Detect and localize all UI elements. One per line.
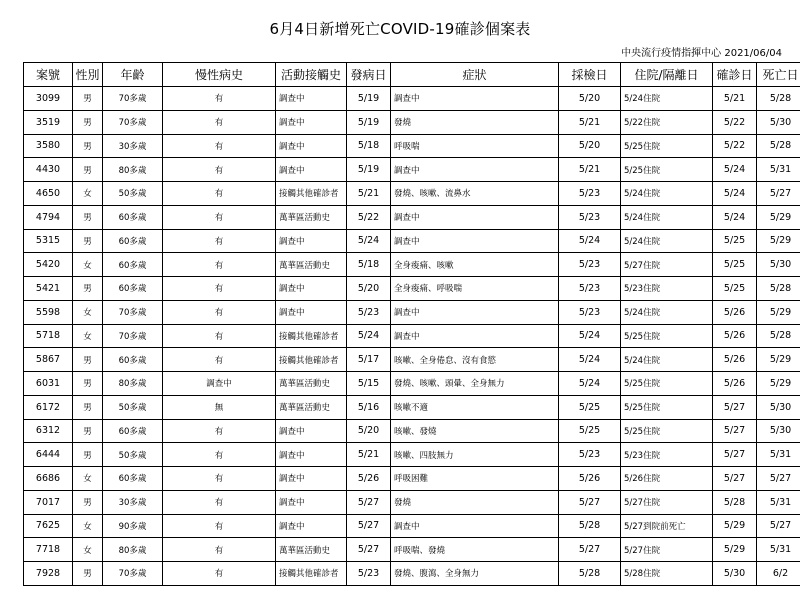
cell-confirmed-date: 5/26 (713, 324, 757, 348)
cell-onset-date: 5/20 (347, 277, 391, 301)
cell-symptoms: 調查中 (391, 205, 559, 229)
col-case-id: 案號 (24, 63, 73, 87)
col-onset-date: 發病日 (347, 63, 391, 87)
cell-onset-date: 5/19 (347, 87, 391, 111)
table-row (24, 158, 800, 182)
table-row (24, 300, 800, 324)
cell-sex: 男 (73, 87, 103, 111)
cell-activity-contact: 調查中 (276, 110, 347, 134)
cell-confirmed-date: 5/27 (713, 467, 757, 491)
col-symptoms: 症狀 (391, 63, 559, 87)
table-row (24, 395, 800, 419)
cell-chronic-disease: 有 (163, 300, 276, 324)
cell-symptoms: 全身痠痛、呼吸喘 (391, 277, 559, 301)
cell-confirmed-date: 5/26 (713, 300, 757, 324)
cell-activity-contact: 調查中 (276, 490, 347, 514)
cell-sample-date: 5/21 (559, 110, 621, 134)
table-row (24, 324, 800, 348)
cell-death-date: 6/2 (757, 562, 800, 586)
table-row (24, 514, 800, 538)
cell-confirmed-date: 5/25 (713, 229, 757, 253)
table-row (24, 205, 800, 229)
cell-sample-date: 5/23 (559, 443, 621, 467)
cell-onset-date: 5/17 (347, 348, 391, 372)
cell-death-date: 5/28 (757, 277, 800, 301)
cell-age: 70多歲 (103, 87, 163, 111)
cell-sex: 女 (73, 538, 103, 562)
table-row (24, 348, 800, 372)
cell-onset-date: 5/15 (347, 372, 391, 396)
table-row (24, 110, 800, 134)
table-row (24, 419, 800, 443)
cell-hospitalization: 5/25住院 (621, 158, 713, 182)
cell-sample-date: 5/23 (559, 253, 621, 277)
cell-confirmed-date: 5/26 (713, 348, 757, 372)
cell-onset-date: 5/18 (347, 134, 391, 158)
cell-symptoms: 發燒、腹瀉、全身無力 (391, 562, 559, 586)
col-age: 年齡 (103, 63, 163, 87)
cell-activity-contact: 調查中 (276, 134, 347, 158)
cell-death-date: 5/29 (757, 372, 800, 396)
cell-sex: 男 (73, 562, 103, 586)
cell-activity-contact: 調查中 (276, 514, 347, 538)
cell-sex: 男 (73, 490, 103, 514)
cell-age: 60多歲 (103, 229, 163, 253)
cell-death-date: 5/31 (757, 490, 800, 514)
table-row (24, 277, 800, 301)
cell-onset-date: 5/27 (347, 514, 391, 538)
cell-confirmed-date: 5/24 (713, 182, 757, 206)
cell-sex: 女 (73, 514, 103, 538)
table-row (24, 467, 800, 491)
cell-onset-date: 5/24 (347, 324, 391, 348)
cell-death-date: 5/31 (757, 443, 800, 467)
cell-hospitalization: 5/22住院 (621, 110, 713, 134)
cell-sex: 女 (73, 253, 103, 277)
cell-sex: 男 (73, 348, 103, 372)
cell-age: 80多歲 (103, 372, 163, 396)
cell-death-date: 5/30 (757, 419, 800, 443)
cell-case-id: 6444 (24, 443, 73, 467)
cell-death-date: 5/28 (757, 324, 800, 348)
cell-confirmed-date: 5/29 (713, 514, 757, 538)
table-row (24, 182, 800, 206)
col-chronic-disease: 慢性病史 (163, 63, 276, 87)
cell-symptoms: 發燒、咳嗽、流鼻水 (391, 182, 559, 206)
cell-death-date: 5/29 (757, 348, 800, 372)
cell-chronic-disease: 有 (163, 158, 276, 182)
cell-activity-contact: 調查中 (276, 158, 347, 182)
cell-sex: 女 (73, 300, 103, 324)
table-row (24, 372, 800, 396)
cell-onset-date: 5/21 (347, 443, 391, 467)
cell-sex: 男 (73, 110, 103, 134)
cell-symptoms: 全身痠痛、咳嗽 (391, 253, 559, 277)
cell-sample-date: 5/24 (559, 348, 621, 372)
cell-case-id: 5421 (24, 277, 73, 301)
cell-case-id: 3580 (24, 134, 73, 158)
cell-age: 50多歲 (103, 395, 163, 419)
cell-chronic-disease: 有 (163, 87, 276, 111)
cell-age: 70多歲 (103, 562, 163, 586)
cell-death-date: 5/29 (757, 205, 800, 229)
cell-symptoms: 調查中 (391, 158, 559, 182)
cell-symptoms: 調查中 (391, 514, 559, 538)
cell-sex: 女 (73, 182, 103, 206)
cell-onset-date: 5/21 (347, 182, 391, 206)
cell-sex: 男 (73, 205, 103, 229)
cell-sex: 男 (73, 419, 103, 443)
cell-sex: 男 (73, 229, 103, 253)
cell-case-id: 5598 (24, 300, 73, 324)
table-row (24, 87, 800, 111)
cell-confirmed-date: 5/29 (713, 538, 757, 562)
cell-onset-date: 5/27 (347, 538, 391, 562)
cell-hospitalization: 5/25住院 (621, 419, 713, 443)
cell-death-date: 5/31 (757, 158, 800, 182)
cell-sex: 男 (73, 277, 103, 301)
cell-sample-date: 5/23 (559, 205, 621, 229)
cell-age: 50多歲 (103, 443, 163, 467)
cell-sex: 男 (73, 372, 103, 396)
table-row (24, 443, 800, 467)
cell-death-date: 5/28 (757, 134, 800, 158)
cell-confirmed-date: 5/25 (713, 277, 757, 301)
cell-hospitalization: 5/24住院 (621, 229, 713, 253)
cell-confirmed-date: 5/28 (713, 490, 757, 514)
cell-activity-contact: 接觸其他確診者 (276, 348, 347, 372)
cell-onset-date: 5/22 (347, 205, 391, 229)
cell-chronic-disease: 有 (163, 348, 276, 372)
cell-onset-date: 5/19 (347, 158, 391, 182)
cell-chronic-disease: 有 (163, 182, 276, 206)
cell-chronic-disease: 有 (163, 490, 276, 514)
cell-activity-contact: 調查中 (276, 443, 347, 467)
cell-chronic-disease: 有 (163, 443, 276, 467)
cell-age: 60多歲 (103, 467, 163, 491)
cell-activity-contact: 調查中 (276, 300, 347, 324)
cell-hospitalization: 5/24住院 (621, 182, 713, 206)
cell-sex: 男 (73, 395, 103, 419)
cell-chronic-disease: 有 (163, 229, 276, 253)
cell-death-date: 5/27 (757, 182, 800, 206)
cell-symptoms: 咳嗽、全身倦怠、沒有食慾 (391, 348, 559, 372)
cell-age: 60多歲 (103, 253, 163, 277)
col-hospitalization: 住院/隔離日 (621, 63, 713, 87)
col-activity-contact: 活動接觸史 (276, 63, 347, 87)
cell-sample-date: 5/20 (559, 87, 621, 111)
cell-case-id: 6312 (24, 419, 73, 443)
cell-hospitalization: 5/24住院 (621, 87, 713, 111)
cell-death-date: 5/30 (757, 395, 800, 419)
cell-symptoms: 咳嗽、發燒 (391, 419, 559, 443)
cell-hospitalization: 5/26住院 (621, 467, 713, 491)
cell-chronic-disease: 有 (163, 253, 276, 277)
cell-chronic-disease: 有 (163, 205, 276, 229)
cell-activity-contact: 萬華區活動史 (276, 372, 347, 396)
table-row (24, 253, 800, 277)
cell-activity-contact: 萬華區活動史 (276, 205, 347, 229)
cell-activity-contact: 接觸其他確診者 (276, 324, 347, 348)
cell-age: 30多歲 (103, 490, 163, 514)
cell-hospitalization: 5/25住院 (621, 395, 713, 419)
cell-sample-date: 5/21 (559, 158, 621, 182)
cell-onset-date: 5/20 (347, 419, 391, 443)
cell-symptoms: 咳嗽不適 (391, 395, 559, 419)
cell-symptoms: 發燒 (391, 110, 559, 134)
cell-case-id: 7625 (24, 514, 73, 538)
cell-case-id: 6686 (24, 467, 73, 491)
cell-chronic-disease: 有 (163, 538, 276, 562)
cell-onset-date: 5/23 (347, 300, 391, 324)
cell-onset-date: 5/23 (347, 562, 391, 586)
cell-case-id: 7017 (24, 490, 73, 514)
cell-case-id: 4794 (24, 205, 73, 229)
cell-hospitalization: 5/23住院 (621, 277, 713, 301)
cell-case-id: 7718 (24, 538, 73, 562)
cell-chronic-disease: 有 (163, 277, 276, 301)
cell-age: 80多歲 (103, 158, 163, 182)
cell-hospitalization: 5/24住院 (621, 300, 713, 324)
cell-onset-date: 5/24 (347, 229, 391, 253)
cell-age: 60多歲 (103, 277, 163, 301)
page-title: 6月4日新增死亡COVID-19確診個案表 (269, 20, 531, 38)
cell-chronic-disease: 無 (163, 395, 276, 419)
cell-chronic-disease: 有 (163, 562, 276, 586)
cell-sample-date: 5/28 (559, 562, 621, 586)
cell-death-date: 5/28 (757, 87, 800, 111)
cell-confirmed-date: 5/26 (713, 372, 757, 396)
cell-onset-date: 5/19 (347, 110, 391, 134)
cell-chronic-disease: 有 (163, 110, 276, 134)
cell-sample-date: 5/25 (559, 419, 621, 443)
cell-age: 60多歲 (103, 348, 163, 372)
cell-case-id: 4430 (24, 158, 73, 182)
cell-age: 70多歲 (103, 110, 163, 134)
cell-confirmed-date: 5/21 (713, 87, 757, 111)
cell-activity-contact: 萬華區活動史 (276, 538, 347, 562)
cell-age: 70多歲 (103, 324, 163, 348)
cell-sample-date: 5/24 (559, 372, 621, 396)
cell-symptoms: 咳嗽、四肢無力 (391, 443, 559, 467)
table-row (24, 490, 800, 514)
cell-chronic-disease: 調查中 (163, 372, 276, 396)
cell-symptoms: 調查中 (391, 324, 559, 348)
cell-case-id: 3519 (24, 110, 73, 134)
cell-death-date: 5/29 (757, 300, 800, 324)
cell-sample-date: 5/23 (559, 300, 621, 324)
cell-activity-contact: 調查中 (276, 467, 347, 491)
cell-symptoms: 調查中 (391, 229, 559, 253)
cell-case-id: 3099 (24, 87, 73, 111)
cell-sample-date: 5/27 (559, 538, 621, 562)
col-confirmed-date: 確診日 (713, 63, 757, 87)
cell-chronic-disease: 有 (163, 324, 276, 348)
cell-sex: 男 (73, 158, 103, 182)
cell-chronic-disease: 有 (163, 134, 276, 158)
cell-hospitalization: 5/27到院前死亡 (621, 514, 713, 538)
cell-activity-contact: 萬華區活動史 (276, 395, 347, 419)
cell-age: 80多歲 (103, 538, 163, 562)
cell-case-id: 7928 (24, 562, 73, 586)
cell-symptoms: 呼吸喘 (391, 134, 559, 158)
cell-confirmed-date: 5/27 (713, 419, 757, 443)
cell-confirmed-date: 5/24 (713, 158, 757, 182)
cell-hospitalization: 5/27住院 (621, 538, 713, 562)
cell-confirmed-date: 5/22 (713, 134, 757, 158)
cell-confirmed-date: 5/22 (713, 110, 757, 134)
cell-sex: 女 (73, 324, 103, 348)
cell-hospitalization: 5/28住院 (621, 562, 713, 586)
cell-onset-date: 5/18 (347, 253, 391, 277)
cell-hospitalization: 5/27住院 (621, 253, 713, 277)
source-date: 中央流行疫情指揮中心 2021/06/04 (621, 48, 782, 59)
cell-sample-date: 5/20 (559, 134, 621, 158)
cell-age: 60多歲 (103, 419, 163, 443)
cell-sample-date: 5/28 (559, 514, 621, 538)
cell-sample-date: 5/23 (559, 182, 621, 206)
cell-hospitalization: 5/25住院 (621, 324, 713, 348)
table-row (24, 229, 800, 253)
col-death-date: 死亡日 (757, 63, 800, 87)
cell-case-id: 6031 (24, 372, 73, 396)
cell-case-id: 5315 (24, 229, 73, 253)
cell-age: 90多歲 (103, 514, 163, 538)
cell-symptoms: 發燒、咳嗽、頭暈、全身無力 (391, 372, 559, 396)
case-table (23, 62, 800, 586)
cell-chronic-disease: 有 (163, 419, 276, 443)
table-row (24, 134, 800, 158)
cell-hospitalization: 5/25住院 (621, 134, 713, 158)
cell-chronic-disease: 有 (163, 467, 276, 491)
cell-death-date: 5/30 (757, 110, 800, 134)
cell-hospitalization: 5/23住院 (621, 443, 713, 467)
cell-onset-date: 5/26 (347, 467, 391, 491)
cell-sex: 男 (73, 443, 103, 467)
cell-activity-contact: 接觸其他確診者 (276, 182, 347, 206)
cell-hospitalization: 5/24住院 (621, 348, 713, 372)
cell-confirmed-date: 5/24 (713, 205, 757, 229)
cell-death-date: 5/29 (757, 229, 800, 253)
cell-case-id: 5867 (24, 348, 73, 372)
cell-case-id: 5718 (24, 324, 73, 348)
cell-activity-contact: 調查中 (276, 229, 347, 253)
cell-case-id: 5420 (24, 253, 73, 277)
cell-confirmed-date: 5/27 (713, 395, 757, 419)
cell-age: 60多歲 (103, 205, 163, 229)
cell-sample-date: 5/25 (559, 395, 621, 419)
cell-activity-contact: 接觸其他確診者 (276, 562, 347, 586)
cell-sample-date: 5/24 (559, 324, 621, 348)
cell-activity-contact: 調查中 (276, 419, 347, 443)
cell-sex: 男 (73, 134, 103, 158)
header-row (24, 63, 800, 87)
cell-death-date: 5/30 (757, 253, 800, 277)
cell-hospitalization: 5/25住院 (621, 372, 713, 396)
cell-age: 70多歲 (103, 300, 163, 324)
cell-symptoms: 調查中 (391, 300, 559, 324)
cell-symptoms: 發燒 (391, 490, 559, 514)
cell-sample-date: 5/24 (559, 229, 621, 253)
cell-sex: 女 (73, 467, 103, 491)
cell-chronic-disease: 有 (163, 514, 276, 538)
cell-activity-contact: 調查中 (276, 87, 347, 111)
table-row (24, 538, 800, 562)
cell-activity-contact: 萬華區活動史 (276, 253, 347, 277)
cell-sample-date: 5/27 (559, 490, 621, 514)
cell-onset-date: 5/27 (347, 490, 391, 514)
cell-death-date: 5/27 (757, 514, 800, 538)
cell-case-id: 6172 (24, 395, 73, 419)
cell-onset-date: 5/16 (347, 395, 391, 419)
cell-confirmed-date: 5/27 (713, 443, 757, 467)
cell-symptoms: 呼吸困難 (391, 467, 559, 491)
cell-sample-date: 5/23 (559, 277, 621, 301)
cell-case-id: 4650 (24, 182, 73, 206)
cell-hospitalization: 5/24住院 (621, 205, 713, 229)
cell-hospitalization: 5/27住院 (621, 490, 713, 514)
cell-confirmed-date: 5/25 (713, 253, 757, 277)
cell-confirmed-date: 5/30 (713, 562, 757, 586)
cell-sample-date: 5/26 (559, 467, 621, 491)
cell-age: 50多歲 (103, 182, 163, 206)
col-sex: 性別 (73, 63, 103, 87)
cell-death-date: 5/27 (757, 467, 800, 491)
cell-activity-contact: 調查中 (276, 277, 347, 301)
cell-age: 30多歲 (103, 134, 163, 158)
cell-death-date: 5/31 (757, 538, 800, 562)
col-sample-date: 採檢日 (559, 63, 621, 87)
cell-symptoms: 調查中 (391, 87, 559, 111)
cell-symptoms: 呼吸喘、發燒 (391, 538, 559, 562)
table-row (24, 562, 800, 586)
